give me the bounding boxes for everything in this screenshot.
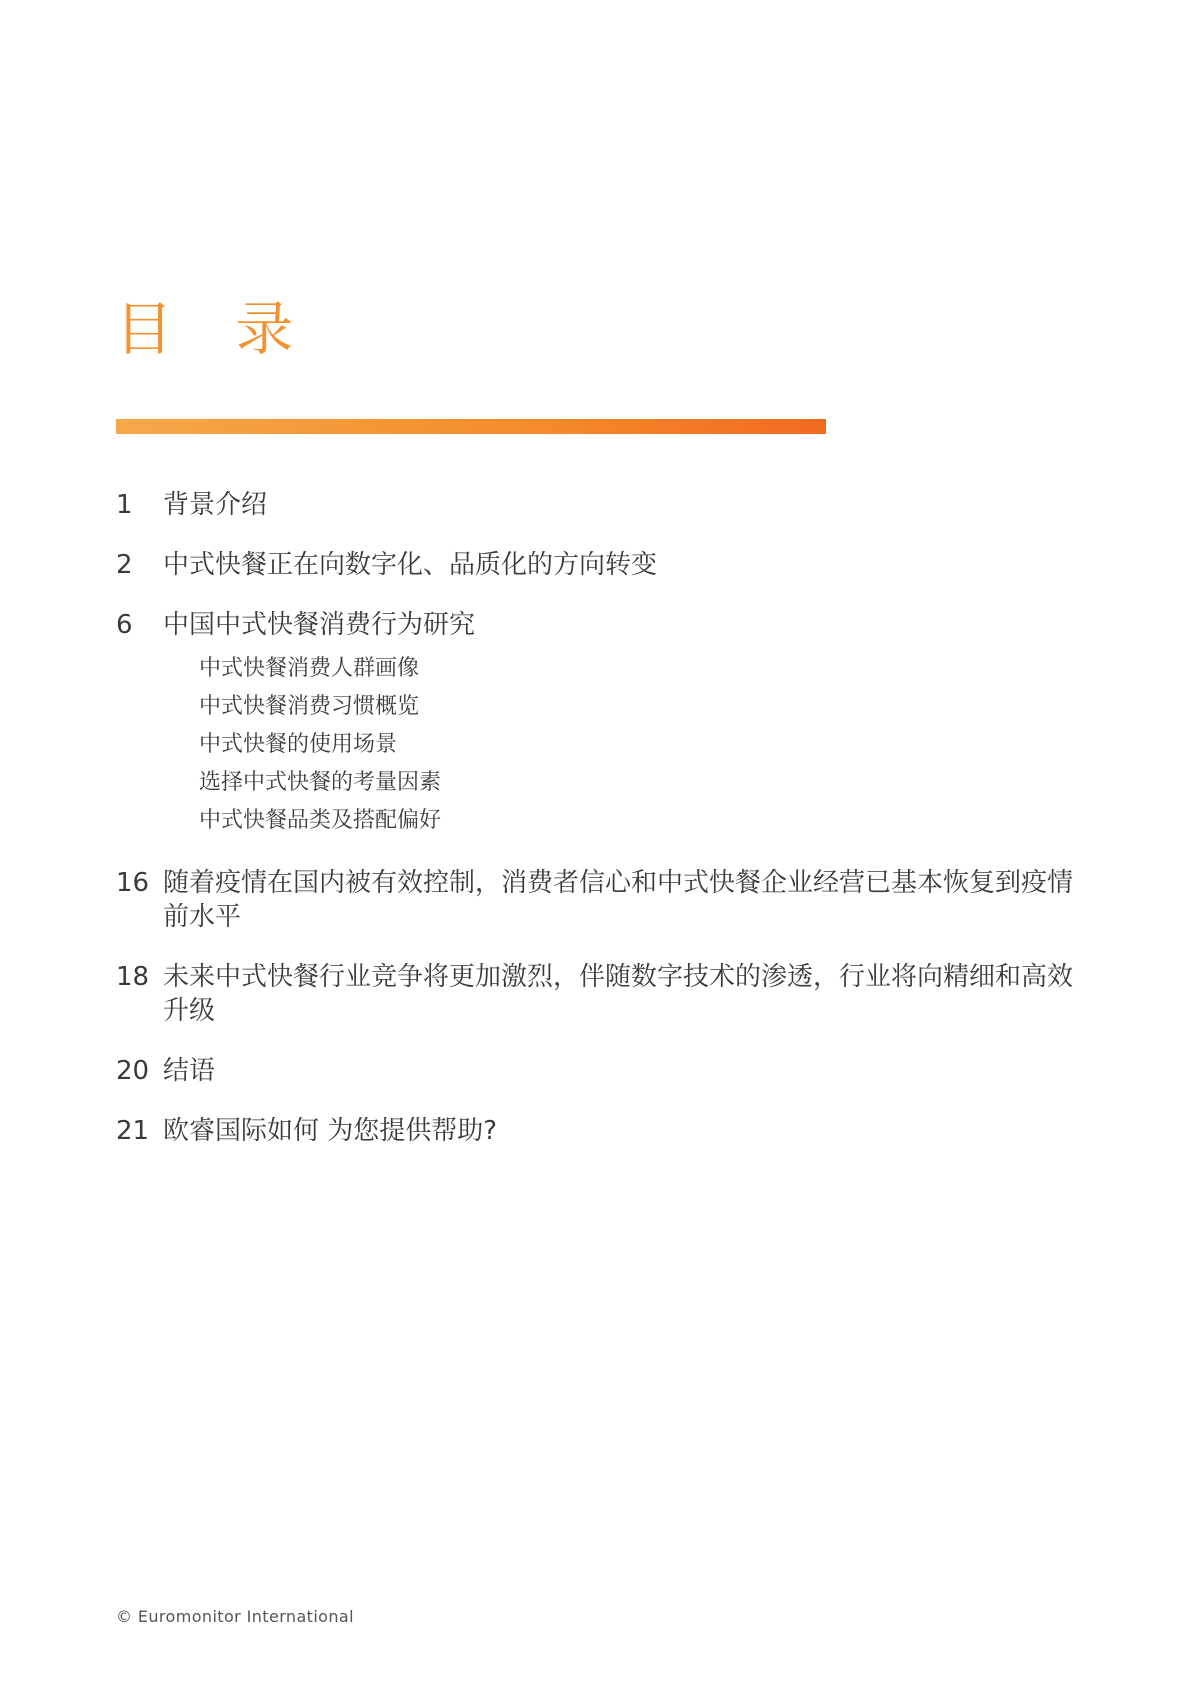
toc-entry-title: 背景介绍 [163,490,268,520]
toc-entry[interactable] [116,548,1076,582]
toc-entry[interactable] [116,1054,1076,1088]
toc-subitems [163,650,1076,840]
toc-entry[interactable] [116,608,1076,840]
toc-entry-title: 欧睿国际如何 为您提供帮助? [163,1116,498,1146]
title-divider [116,419,826,434]
toc-subitem[interactable]: 选择中式快餐的考量因素 [199,770,442,795]
toc-entry-title: 中国中式快餐消费行为研究 [163,610,476,640]
toc-subitem[interactable]: 中式快餐消费习惯概览 [199,694,420,719]
toc-subitem[interactable]: 中式快餐的使用场景 [199,732,398,757]
toc-subitem[interactable]: 中式快餐品类及搭配偏好 [199,808,442,833]
copyright-footer: © Euromonitor International [116,1607,354,1626]
table-of-contents [116,488,1076,1174]
toc-entry[interactable] [116,866,1076,934]
toc-page-number: 2 [116,550,133,580]
toc-entry-title: 结语 [163,1056,216,1086]
page-title: 目 录 [115,295,316,363]
toc-entry[interactable] [116,960,1076,1028]
toc-entry-title: 中式快餐正在向数字化、品质化的方向转变 [163,550,658,580]
toc-entry[interactable] [116,1114,1076,1148]
toc-page-number: 16 [116,868,150,898]
toc-entry-title: 随着疫情在国内被有效控制，消费者信心和中式快餐企业经营已基本恢复到疫情前水平 [163,868,1074,932]
toc-page-number: 20 [116,1056,150,1086]
toc-page-number: 21 [116,1116,150,1146]
toc-entry-title: 未来中式快餐行业竞争将更加激烈，伴随数字技术的渗透，行业将向精细和高效升级 [163,962,1074,1026]
toc-entry[interactable] [116,488,1076,522]
toc-page-number: 18 [116,962,150,992]
toc-subitem[interactable]: 中式快餐消费人群画像 [199,656,420,681]
toc-page-number: 6 [116,610,133,640]
toc-page-number: 1 [116,490,133,520]
